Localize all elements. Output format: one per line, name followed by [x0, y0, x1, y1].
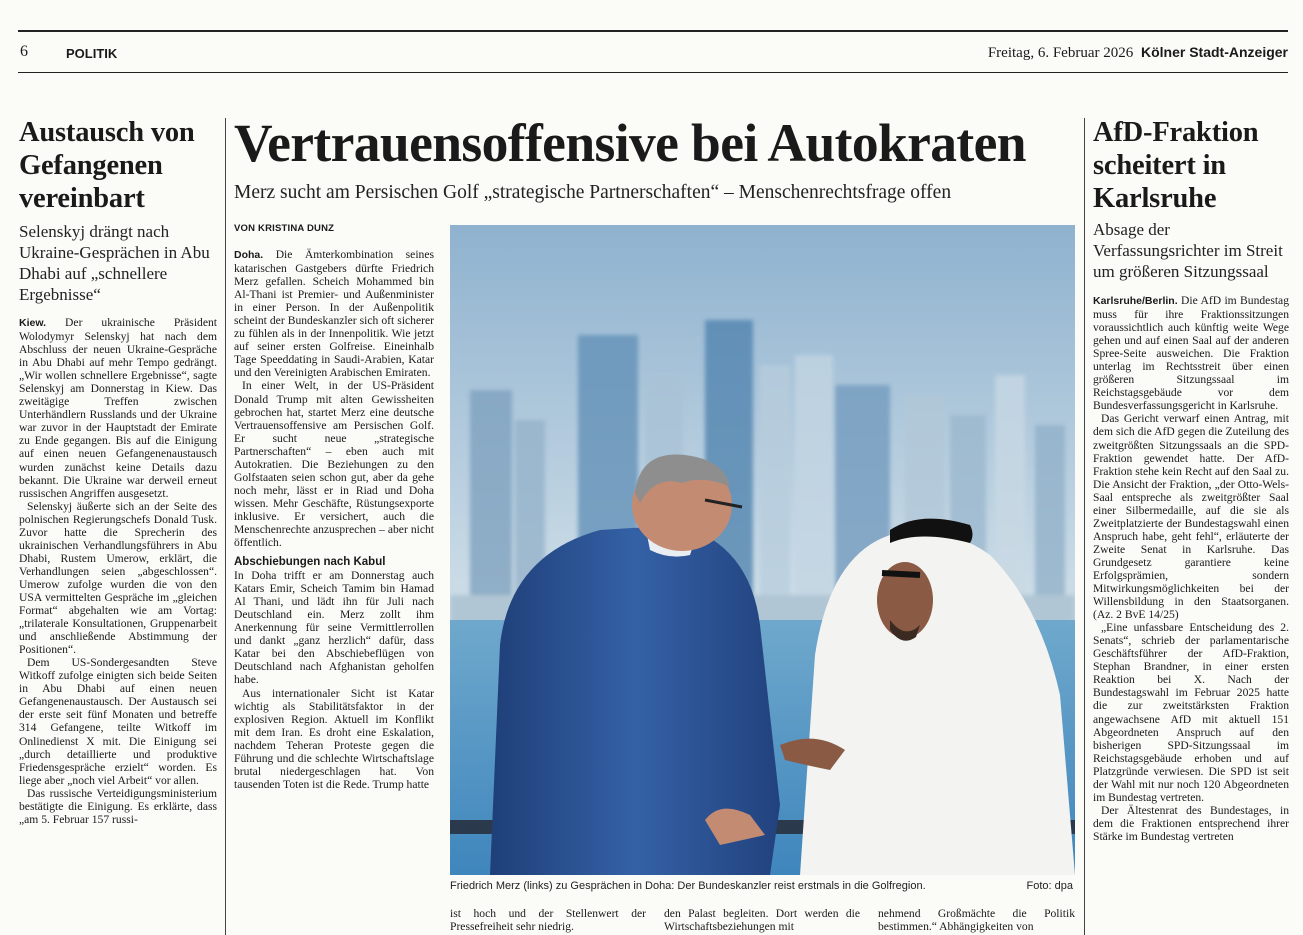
section-label: POLITIK — [66, 46, 118, 61]
paragraph: Das Gericht verwarf einen Antrag, mit dem sich die AfD gegen die Zuteilung des zweitgrößten Sitzungssaals an die SPD-Fraktion gewendet hatte. Der AfD-Fraktion stehe kein Recht auf den Saal zu. Die Ansicht der Fraktion, „der Otto-Wels-Saal entspreche als zweitgrößter Saal einer Silbermedaille, auf die sie als Zweitplatzierte der Bundestagswahl einen Anspruch habe, geht fehl“, erläuterte der Zweite Senat in Karlsruhe. Das Grundgesetz garantiere keine Erfolgsprämien, sondern Mitwirkungsmöglichkeiten bei der Willensbildung in den Staatsorganen. (Az. 2 BvE 14/25) — [1093, 412, 1289, 622]
section-heading: Abschiebungen nach Kabul — [234, 556, 386, 569]
main-body-column-2: ist hoch und der Stellenwert der Pressefreiheit sehr niedrig. — [450, 907, 646, 934]
masthead-top-rule — [18, 30, 1288, 32]
photo-credit: Foto: dpa — [1026, 880, 1073, 892]
paragraph: Selenskyj äußerte sich an der Seite des polnischen Regierungschefs Donald Tusk. Zuvor hatte die Sprecherin des ukrainischen Verhandlungsführers in Abu Dhabi, Rustem Umerow, erklärt, die Verhandlungen seien „abgeschlossen“. Umerow zufolge wurden die von den USA vermittelten Gespräche im „gleichen Format“ abgehalten wie am Vortag: „trilaterale Konsultationen, Gruppenarbeit und anschließende Abstimmung der Positionen“. — [19, 499, 217, 657]
paragraph: In einer Welt, in der US-Präsident Donald Trump mit alten Gewissheiten gebrochen hat, startet Merz eine deutsche Vertrauensoffensive am Persischen Golf. Er sucht neue „strategische Partnerschaften“ – eben auch mit Autokratien. Die Beziehungen zu den Golfstaaten seien schon gut, aber da gehe noch mehr, lässt er in Riad und Doha wissen. Mehr Geschäfte, Rüstungsexporte inklusive. Er versichert, auch die Menschenrechte anzusprechen – aber nicht öffentlich. — [234, 379, 434, 550]
left-article-headline: Austausch von Gefangenen vereinbart — [19, 117, 195, 214]
paragraph: „Eine unfassbare Entscheidung des 2. Senats“, schrieb der parlamentarische Geschäftsführer der AfD-Fraktion, Stephan Brandner, in einer ersten Reaktion bei X. Nach der Bundestagswahl im Februar 2025 hatte die zur zweitstärksten Fraktion angewachsene AfD mit aktuell 151 Abgeordneten Anspruch auf den bisherigen SPD-Sitzungssaal im Reichstagsgebäude erhoben und auf Platzgründe verwiesen. Die SPD ist seit der Wahl mit nur noch 120 Abgeordneten im Bundestag vertreten. — [1093, 621, 1289, 804]
paragraph: Karlsruhe/Berlin. Die AfD im Bundestag muss für ihre Fraktionssitzungen voraussichtlich auch künftig weite Wege gehen und auf einen Saal auf der anderen Spree-Seite ausweichen. Die Fraktion unterlag im Rechtsstreit über einen größeren Sitzungssaal im Reichstagsgebäude vor dem Bundesverfassungsgericht in Karlsruhe. — [1093, 294, 1289, 413]
main-body-column-1 — [234, 248, 434, 791]
column-divider-left — [225, 118, 226, 935]
paragraph: In Doha trifft er am Donnerstag auch Katars Emir, Scheich Tamim bin Hamad Al Thani, und lädt ihn für Juli nach Deutschland ein. Merz zollt ihm Anerkennung für seine Vermittlerrollen und dankt „ganz herzlich“ dafür, dass Katar bei den Abschiebeflügen von Deutschland nach Afghanistan geholfen habe. — [234, 569, 434, 687]
left-article — [19, 116, 217, 826]
dateline: Kiew. — [19, 317, 47, 329]
main-body-column-4: nehmend Großmächte die Politik bestimmen.“ Abhängigkeiten von — [878, 907, 1075, 934]
page-number: 6 — [20, 43, 28, 60]
main-article-column-1 — [234, 223, 434, 791]
left-article-subheadline: Selenskyj drängt nach Ukraine-Gesprächen in Abu Dhabi auf „schnellere Ergebnisse“ — [19, 222, 210, 304]
right-article-body — [1093, 294, 1289, 843]
issue-date: Freitag, 6. Februar 2026 — [987, 45, 1134, 61]
paragraph: Doha. Die Ämterkombination seines katarischen Gastgebers dürfte Friedrich Merz gefallen. Scheich Mohammed bin Al-Thani ist Premier- und Außenminister in einer Person. In der Außenpolitik scheint der Bundeskanzler sich oft sicherer zu fühlen als in der Innenpolitik. Wie jetzt auf seiner ersten Golfreise. Eineinhalb Tage Speeddating in Saudi-Arabien, Katar und den Vereinigten Arabischen Emiraten. — [234, 248, 434, 380]
caption-text: Friedrich Merz (links) zu Gesprächen in Doha: Der Bundeskanzler reist erstmals in die Golfregion. — [450, 880, 926, 892]
main-subheadline: Merz sucht am Persischen Golf „strategische Partnerschaften“ – Menschenrechtsfrage offen — [234, 182, 952, 203]
paragraph: Das russische Verteidigungsministerium bestätigte die Einigung. Es erklärte, dass „am 5. Februar 157 russi- — [19, 786, 217, 826]
newspaper-name: Kölner Stadt-Anzeiger — [1140, 44, 1288, 60]
paragraph: Kiew. Der ukrainische Präsident Wolodymyr Selenskyj hat nach dem Abschluss der neuen Ukraine-Gespräche in Abu Dhabi auf mehr Tempo gedrängt. „Wir wollen schnellere Ergebnisse“, sagte Selenskyj am Donnerstag in Kiew. Das zweitägige Treffen zwischen Unterhändlern Russlands und der Ukraine war zuvor in der Hauptstadt der Emirate zu Ende gegangen. Bis auf die Einigung auf einen neuen Gefangenenaustausch wurden zunächst keine Details dazu bekannt. Die Ukraine war derweil erneut russischen Angriffen ausgesetzt. — [19, 316, 217, 500]
photo-caption — [450, 879, 1075, 893]
paragraph: Dem US-Sondergesandten Steve Witkoff zufolge einigten sich beide Seiten in Abu Dhabi auf einen neuen Gefangenenaustausch. Der Austausch sei der erste seit fünf Monaten und betreffe 314 Gefangene, teilte Witkoff im Onlinedienst X mit. Die Einigung sei „durch detaillierte und produktive Friedensgespräche erzielt“ worden. Es liege aber „noch viel Arbeit“ vor allen. — [19, 656, 217, 787]
right-article — [1093, 116, 1289, 843]
left-article-body — [19, 316, 217, 826]
main-headline: Vertrauensoffensive bei Autokraten — [234, 113, 1026, 173]
dateline: Doha. — [234, 249, 264, 261]
column-divider-right — [1084, 118, 1085, 935]
masthead-bottom-rule — [18, 72, 1288, 73]
dateline: Karlsruhe/Berlin. — [1093, 295, 1178, 307]
photo-merz-doha — [450, 225, 1075, 875]
byline: VON KRISTINA DUNZ — [234, 223, 335, 234]
article-photo — [450, 225, 1075, 875]
paragraph: Der Ältestenrat des Bundestages, in dem die Fraktionen entsprechend ihrer Stärke im Bundestag vertreten — [1093, 803, 1289, 843]
right-article-subheadline: Absage der Verfassungsrichter im Streit um größeren Sitzungssaal — [1093, 220, 1283, 281]
right-article-headline: AfD-Fraktion scheitert in Karlsruhe — [1093, 117, 1259, 214]
paragraph: Aus internationaler Sicht ist Katar wichtig als Stabilitätsfaktor in der explosiven Region. Aktuell im Konflikt mit dem Iran. Es droht eine Eskalation, nachdem Teheran Proteste gegen die Führung und die schlechte Wirtschaftslage brutal niedergeschlagen hat. Von tausenden Toten ist die Rede. Trump hatte — [234, 686, 434, 791]
masthead-right — [988, 42, 1288, 63]
main-body-column-3: den Palast begleiten. Dort werden die Wirtschaftsbeziehungen mit — [664, 907, 860, 934]
